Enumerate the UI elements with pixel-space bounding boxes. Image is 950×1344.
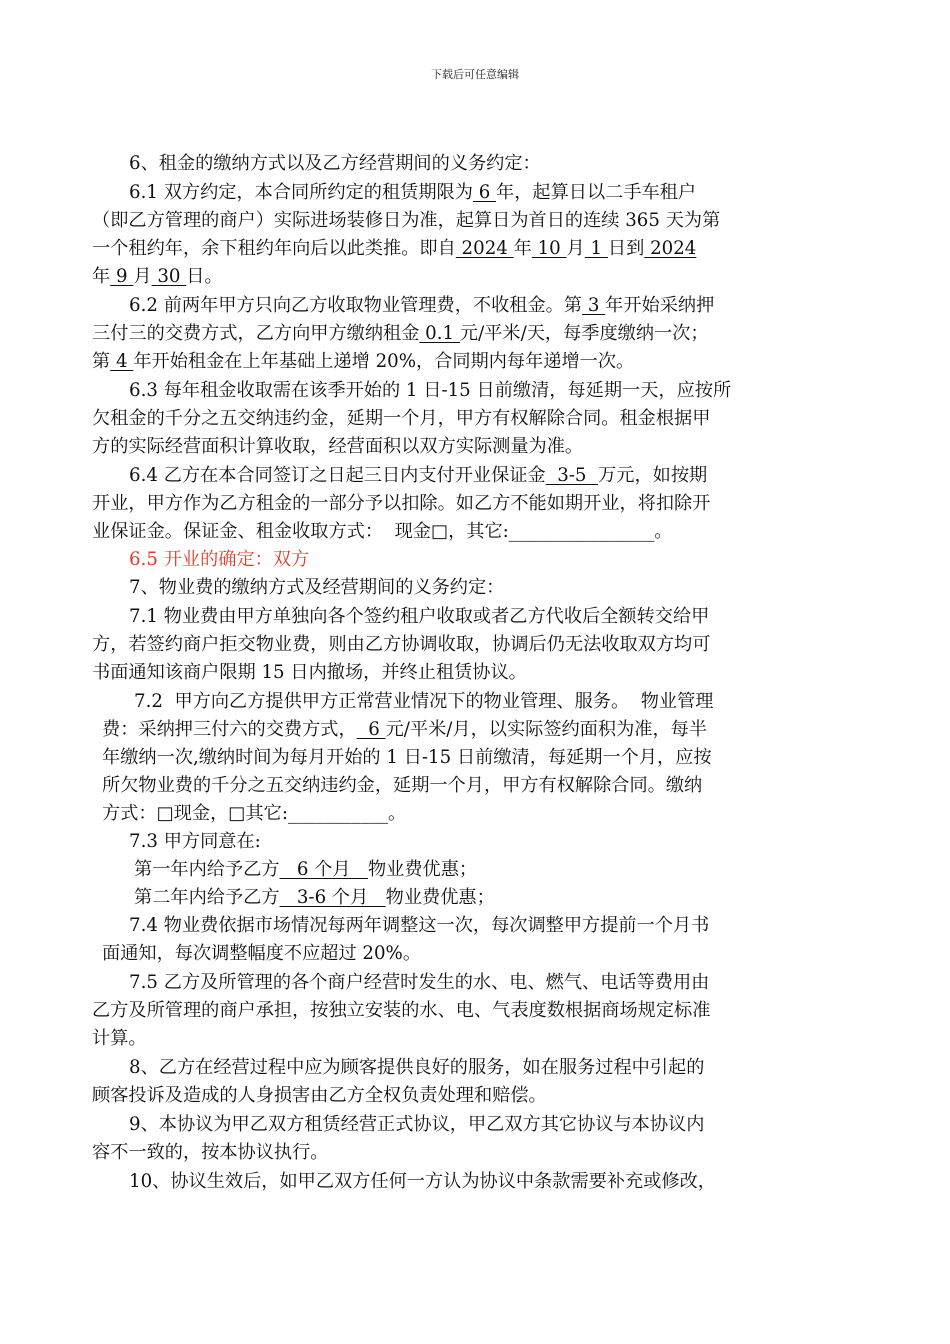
clause-6-3-line-2: 欠租金的千分之五交纳违约金，延期一个月，甲方有权解除合同。租金根据甲: [92, 408, 711, 429]
opening-deposit: 3-5: [545, 465, 599, 486]
section-10-line-1: 10、协议生效后，如甲乙双方任何一方认为协议中条款需要补充或修改，: [129, 1171, 716, 1192]
clause-7-1-line-1: 7.1 物业费由甲方单独向各个签约租户收取或者乙方代收后全额转交给甲: [129, 606, 710, 627]
clause-6-3-line-1: 6.3 每年租金收取需在该季开始的 1 日-15 日前缴清，每延期一天，应按所: [129, 380, 732, 401]
clause-6-2-line-3: 第 4 年开始租金在上年基础上递增 20%，合同期内每年递增一次。: [92, 351, 635, 372]
end-month: 9: [110, 266, 134, 287]
start-month: 10: [531, 238, 567, 259]
clause-7-2-line-4: 所欠物业费的千分之五交纳违约金，延期一个月，甲方有权解除合同。缴纳: [102, 775, 703, 796]
clause-7-5-line-2: 乙方及所管理的商户承担，按独立安装的水、电、气表度数根据商场规定标准: [92, 1000, 711, 1021]
clause-7-5-line-3: 计算。: [92, 1028, 147, 1049]
start-day: 1: [584, 238, 608, 259]
clause-7-1-line-2: 方，若签约商户拒交物业费，则由乙方协调收取，协调后仍无法收取双方均可: [92, 634, 711, 655]
property-fee-rate: 6: [356, 719, 386, 740]
rent-start-year: 3: [582, 295, 606, 316]
rent-increase-year: 4: [110, 351, 134, 372]
clause-6-4-line-3: 业保证金。保证金、租金收取方式： 现金□，其它:________________。: [92, 521, 673, 542]
clause-6-1-line-2: （即乙方管理的商户）实际进场装修日为准，起算日为首日的连续 365 天为第: [92, 210, 721, 231]
rent-rate: 0.1: [419, 323, 460, 344]
section-8-line-2: 顾客投诉及造成的人身损害由乙方全权负责处理和赔偿。: [92, 1085, 547, 1106]
end-year: 2024: [644, 238, 697, 259]
clause-7-2-line-5: 方式：□现金，□其它:___________。: [102, 803, 407, 824]
section-9-line-1: 9、本协议为甲乙双方租赁经营正式协议，甲乙双方其它协议与本协议内: [129, 1114, 705, 1135]
year-1-discount: 6 个月: [279, 859, 368, 880]
document-body: [92, 150, 860, 1196]
section-9-line-2: 容不一致的，按本协议执行。: [92, 1142, 329, 1163]
clause-6-5-highlight: 6.5 开业的确定：双方: [129, 549, 310, 570]
clause-7-4-line-2: 面通知，每次调整幅度不应超过 20%。: [102, 943, 422, 964]
lease-term-years: 6: [472, 182, 497, 203]
start-year: 2024: [455, 238, 514, 259]
clause-6-3-line-3: 方的实际经营面积计算收取，经营面积以双方实际测量为准。: [92, 436, 584, 457]
clause-6-2-line-1: 6.2 前两年甲方只向乙方收取物业管理费，不收租金。第 3 年开始采纳押: [129, 295, 715, 316]
clause-6-2-line-2: 三付三的交费方式，乙方向甲方缴纳租金 0.1 元/平米/天，每季度缴纳一次；: [92, 323, 709, 344]
clause-7-2-line-2: 费：采纳押三付六的交费方式， 6 元/平米/月，以实际签约面积为准，每半: [102, 719, 708, 740]
clause-6-1-line-3: 一个租约年，余下租约年向后以此类推。即自 2024 年 10 月 1 日到 2024: [92, 238, 697, 259]
clause-7-2-line-1: 7.2 甲方向乙方提供甲方正常营业情况下的物业管理、服务。 物业管理: [134, 691, 714, 712]
page-header-note: 下载后可任意编辑: [431, 68, 519, 81]
clause-7-3-year-1: 第一年内给予乙方 6 个月 物业费优惠；: [134, 859, 478, 880]
clause-7-5-line-1: 7.5 乙方及所管理的各个商户经营时发生的水、电、燃气、电话等费用由: [129, 972, 710, 993]
clause-7-3-title: 7.3 甲方同意在:: [129, 831, 261, 852]
clause-7-2-line-3: 年缴纳一次,缴纳时间为每月开始的 1 日-15 日前缴清，每延期一个月，应按: [102, 747, 712, 768]
clause-6-4-line-1: 6.4 乙方在本合同签订之日起三日内支付开业保证金 3-5 万元，如按期: [129, 465, 708, 486]
section-8-line-1: 8、乙方在经营过程中应为顾客提供良好的服务，如在服务过程中引起的: [129, 1057, 705, 1078]
clause-6-1-line-4: 年 9 月 30 日。: [92, 266, 223, 287]
clause-7-1-line-3: 书面通知该商户限期 15 日内撤场，并终止租赁协议。: [92, 662, 527, 683]
clause-7-4-line-1: 7.4 物业费依据市场情况每两年调整这一次，每次调整甲方提前一个月书: [129, 915, 710, 936]
section-7-title: 7、物业费的缴纳方式及经营期间的义务约定：: [129, 577, 505, 598]
clause-7-3-year-2: 第二年内给予乙方 3-6 个月 物业费优惠；: [134, 887, 495, 908]
clause-6-1-line-1: 6.1 双方约定，本合同所约定的租赁期限为 6 年，起算日以二手车租户: [129, 182, 697, 203]
section-6-title: 6、租金的缴纳方式以及乙方经营期间的义务约定：: [129, 153, 541, 174]
clause-6-4-line-2: 开业，甲方作为乙方租金的一部分予以扣除。如乙方不能如期开业，将扣除开: [92, 493, 711, 514]
year-2-discount: 3-6 个月: [279, 887, 386, 908]
end-day: 30: [151, 266, 187, 287]
